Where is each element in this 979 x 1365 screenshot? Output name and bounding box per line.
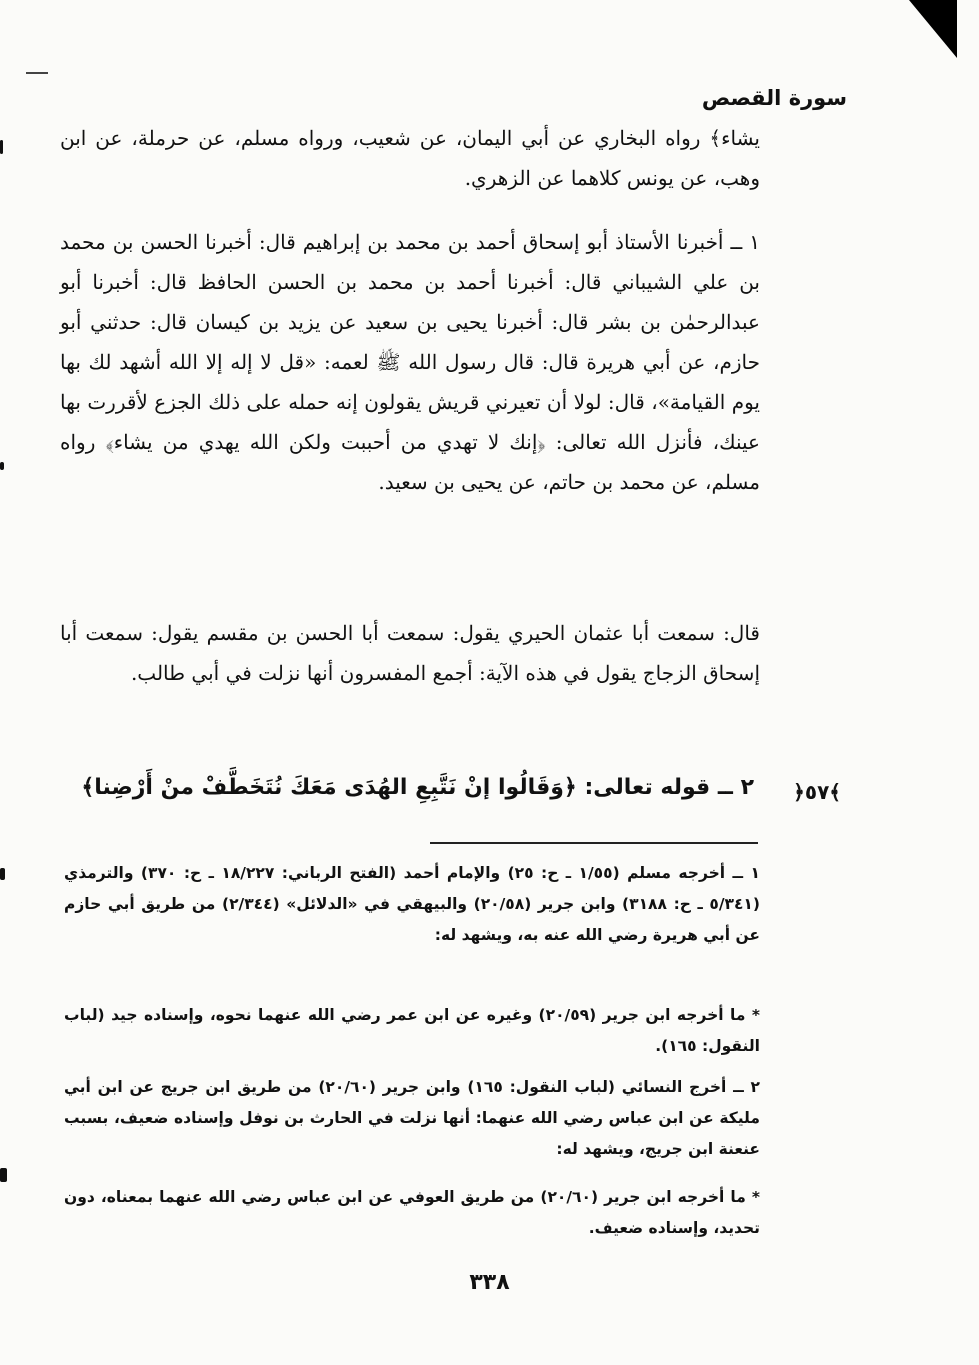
verse-number: ﴿٥٧﴾ [793, 780, 841, 804]
page-number: ٣٣٨ [469, 1270, 510, 1295]
footnote-1: ١ ــ أخرجه مسلم (١/٥٥ ـ ح: ٢٥) والإمام أحمد (الفتح الرباني: ١٨/٢٢٧ ـ ح: ٣٧٠) والترمذي (٥/٣٤١ ـ ح: ٣١٨٨) وابن جرير (٢٠/٥٨) والبيهقي في «الدلائل» (٢/٣٤٤) من طريق أبي حازم عن أبي هريرة رضي الله عنه به، ويشهد له: [64, 864, 761, 944]
margin-tick-mark [26, 72, 48, 74]
paragraph-3: قال: سمعت أبا عثمان الحيري يقول: سمعت أبا الحسن بن مقسم يقول: سمعت أبا إسحاق الزجاج يقول في هذه الآية: أجمع المفسرون أنها نزلت في أبي طالب. [60, 621, 760, 685]
page-corner-mark [909, 0, 957, 58]
footnote-2: ٢ ــ أخرج النسائي (لباب النقول: ١٦٥) وابن جرير (٢٠/٦٠) من طريق ابن جريج عن ابن أبي مليكة عن ابن عباس رضي الله عنهما: أنها نزلت في الحارث بن نوفل وإسناده ضعيف، بسبب عنعنة ابن جريج، ويشهد له: [64, 1078, 760, 1158]
footnote-2-supplement: * ما أخرجه ابن جرير (٢٠/٦٠) من طريق العوفي عن ابن عباس رضي الله عنهما بمعناه، دون تحديد، وإسناده ضعيف. [64, 1188, 760, 1237]
footnote-separator [430, 842, 758, 844]
paragraph-2: ١ ــ أخبرنا الأستاذ أبو إسحاق أحمد بن محمد بن إبراهيم قال: أخبرنا الحسن بن محمد بن علي الشيباني قال: أخبرنا أحمد بن محمد بن الحسن الحافظ قال: أخبرنا أبو عبدالرحمٰن بن بشر قال: أخبرنا يحيى بن سعيد عن يزيد بن كيسان قال: حدثني أبو حازم، عن أبي هريرة قال: قال رسول الله ﷺ لعمه: «قل لا إله إلا الله أشهد لك بها يوم القيامة»، قال: لولا أن تعيرني قريش يقولون إنه حمله على ذلك الجزع لأقررت بها عينك، فأنزل الله تعالى: ﴿إنك لا تهدي من أحببت ولكن الله يهدي من يشاء﴾ رواه مسلم، عن محمد بن حاتم، عن يحيى بن سعيد. [60, 230, 760, 494]
paragraph-1: يشاء﴾ رواه البخاري عن أبي اليمان، عن شعيب، ورواه مسلم، عن حرملة، عن ابن وهب، عن يونس كلاهما عن الزهري. [60, 126, 760, 190]
edge-mark [0, 868, 5, 880]
section-heading: ٢ ــ قوله تعالى: ﴿وَقَالُوا إنْ نَتَّبِعِ الهُدَى مَعَكَ نُتَخَطَّفْ منْ أَرْضِنا﴾ [81, 775, 754, 800]
edge-mark [0, 140, 3, 154]
footnote-1-supplement: * ما أخرجه ابن جرير (٢٠/٥٩) وغيره عن ابن عمر رضي الله عنهما نحوه، وإسناده جيد (لباب النقول: ١٦٥). [64, 1006, 760, 1055]
running-header-surah-title: سورة القصص [701, 86, 847, 110]
edge-mark [0, 1168, 7, 1182]
edge-mark [0, 462, 4, 470]
